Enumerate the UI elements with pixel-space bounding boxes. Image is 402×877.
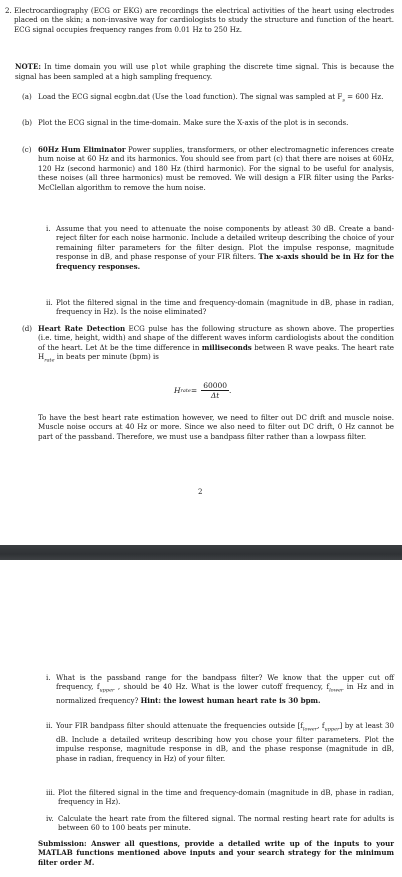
part-a — [22, 92, 394, 106]
intro-text: Electrocardiography (ECG or EKG) are recordings the electrical activities of the heart using electrodes placed on the skin; a non-invasive way for cardiologists to study the structure and function of the heart. ECG signal occupies frequency ranges from 0.01 Hz to 250 Hz. — [14, 6, 394, 34]
part-d-ii-label: ii. — [46, 721, 53, 730]
heart-rate-formula: H rate = $\frac{60000}{\Delta t}$ . — [174, 381, 232, 400]
note-text: In time domain you will use — [40, 62, 152, 71]
formula-fraction: $\frac{60000}{\Delta t}$ — [203, 381, 228, 400]
problem-number: 2. — [5, 6, 12, 15]
part-d-ii-text: Your FIR bandpass filter should attenuate the frequencies outside [$f_{lower}$, $f_{upper}$] by at least 30 dB. Include a detailed writeup describing how you chose your filter parameters. Plot the impulse response, magnitude response in dB, and the phase response (magnitude in dB, phase in radian, frequency in Hz) of your filter. — [56, 721, 394, 763]
note-code: plot — [151, 63, 168, 71]
submission-paragraph: Submission: Answer all questions, provide a detailed write up of the inputs to your MATLAB functions mentioned above inputs and your search strategy for the minimum filter order M. — [38, 839, 394, 867]
part-d-ii — [46, 721, 394, 763]
part-d-label: (d) — [22, 324, 33, 333]
part-d-i-label: i. — [46, 673, 51, 682]
part-c-ii — [46, 298, 394, 317]
part-c-label: (c) — [22, 145, 32, 154]
part-d-text: Heart Rate Detection ECG pulse has the following structure as shown above. The properties (i.e. time, height, width) and shape of the different waves inform cardiologists about the condition of the heart. Let Δt be the time difference in milliseconds between R wave peaks. The heart rate $H_{rate}$ in beats per minute (bpm) is — [38, 324, 394, 364]
part-d-iii — [46, 788, 394, 807]
part-d-i-text: What is the passband range for the bandpass filter? We know that the upper cut off frequency, $f_{upper}$ , should be 40 Hz. What is the lower cutoff frequency, $f_{lower}$ in Hz and in normalized frequency? Hint: the lowest human heart rate is 30 bpm. — [56, 673, 394, 706]
part-c — [22, 145, 394, 192]
page-number: 2 — [198, 488, 203, 496]
part-c-i — [46, 224, 394, 271]
part-c-i-text: Assume that you need to attenuate the noise components by atleast 30 dB. Create a band-reject filter for each noise harmonic. Include a detailed writeup describing the choice of your remaining filter parameters for the filter design. Plot the impulse response, magnitude response in dB, and phase response of your FIR filters. The x-axis should be in Hz for the frequency responses. — [56, 224, 394, 271]
part-b-label: (b) — [22, 118, 33, 127]
part-a-text: Load the ECG signal ecgbn.dat (Use the load function). The signal was sampled at $F_s = 600$ Hz. — [38, 92, 384, 104]
part-d-continued: To have the best heart rate estimation however, we need to filter out DC drift and muscle noise. Muscle noise occurs at 40 Hz or more. Since we also need to filter out DC drift, 0 Hz cannot be part of the passband. Therefore, we must use a bandpass filter rather than a lowpass filter. — [38, 413, 394, 441]
part-d-iv-label: iv. — [46, 814, 54, 823]
note-label: NOTE: — [15, 62, 41, 71]
part-d — [22, 324, 394, 366]
part-d-iii-text: Plot the filtered signal in the time and frequency-domain (magnitude in dB, phase in radian, frequency in Hz). — [58, 788, 394, 807]
note-paragraph — [15, 62, 394, 82]
part-c-ii-text: Plot the filtered signal in the time and frequency-domain (magnitude in dB, phase in radian, frequency in Hz). Is the noise eliminated? — [56, 298, 394, 317]
part-b-text: Plot the ECG signal in the time-domain. Make sure the X-axis of the plot is in seconds. — [38, 118, 349, 127]
part-b — [22, 118, 394, 127]
part-a-label: (a) — [22, 92, 32, 101]
part-c-text: 60Hz Hum Eliminator Power supplies, transformers, or other electromagnetic inferences create hum noise at 60 Hz and its harmonics. You should see from part (c) that there are noises at 60Hz, 120 Hz (second harmonic) and 180 Hz (third harmonic). For the signal to be useful for analysis, these noises (all three harmonics) must be removed. We will design a FIR filter using the Parks-McClellan algorithm to remove the hum noise. — [38, 145, 395, 192]
page-divider — [0, 545, 402, 560]
part-d-iv-text: Calculate the heart rate from the filtered signal. The normal resting heart rate for adults is between 60 to 100 beats per minute. — [58, 814, 394, 833]
part-d-i — [46, 673, 394, 706]
part-d-iii-label: iii. — [46, 788, 56, 797]
document-page-2 — [0, 560, 402, 877]
problem-2-intro — [5, 6, 394, 34]
part-c-ii-label: ii. — [46, 298, 53, 307]
part-d-iv — [46, 814, 394, 833]
note-text-2: while graphing the discrete time signal. This is because the signal has been sampled at a high sampling frequency. — [15, 62, 394, 82]
part-c-i-label: i. — [46, 224, 51, 233]
